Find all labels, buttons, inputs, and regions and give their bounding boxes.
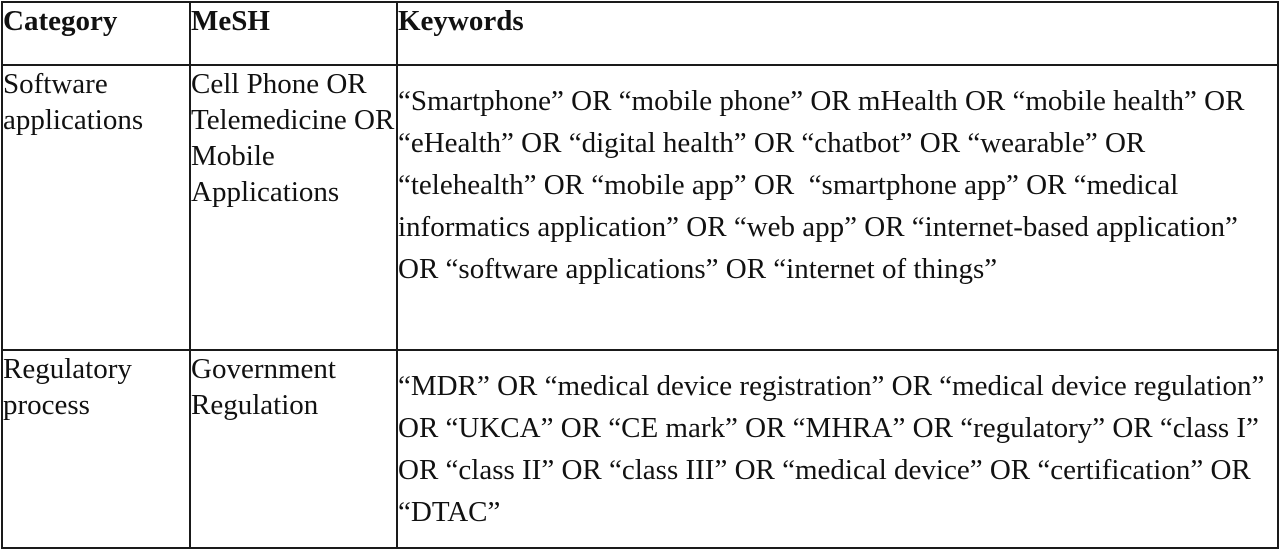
search-keywords-table	[1, 1, 1279, 549]
category-text: Regulatory process	[3, 353, 140, 421]
mesh-text: Government Regulation	[191, 353, 344, 421]
table-row	[2, 350, 1278, 548]
header-mesh: MeSH	[190, 2, 397, 65]
mesh-text: Cell Phone OR Telemedicine OR Mobile Applications	[191, 68, 402, 208]
keywords-cell	[397, 350, 1278, 548]
keywords-text: “Smartphone” OR “mobile phone” OR mHealth OR “mobile health” OR “eHealth” OR “digital health” OR “chatbot” OR “wearable” OR “telehealth” OR “mobile app” OR “smartphone app” OR “medical informatics application” OR “web app” OR “internet-based application” OR “software applications” OR “internet of things”	[398, 85, 1252, 285]
mesh-cell	[190, 65, 402, 350]
mesh-cell	[190, 350, 397, 548]
header-keywords: Keywords	[397, 2, 1278, 65]
keywords-cell	[397, 65, 1278, 350]
keywords-text: “MDR” OR “medical device registration” OR “medical device regulation” OR “UKCA” OR “CE mark” OR “MHRA” OR “regulatory” OR “class I” OR “class II” OR “class III” OR “medical device” OR “certification” OR “DTAC”	[398, 370, 1272, 528]
category-text: Software applications	[3, 68, 144, 136]
table-header-row	[2, 2, 1278, 65]
category-cell	[2, 350, 190, 548]
header-category: Category	[2, 2, 190, 65]
category-cell	[2, 65, 190, 350]
table-row	[2, 65, 1278, 350]
